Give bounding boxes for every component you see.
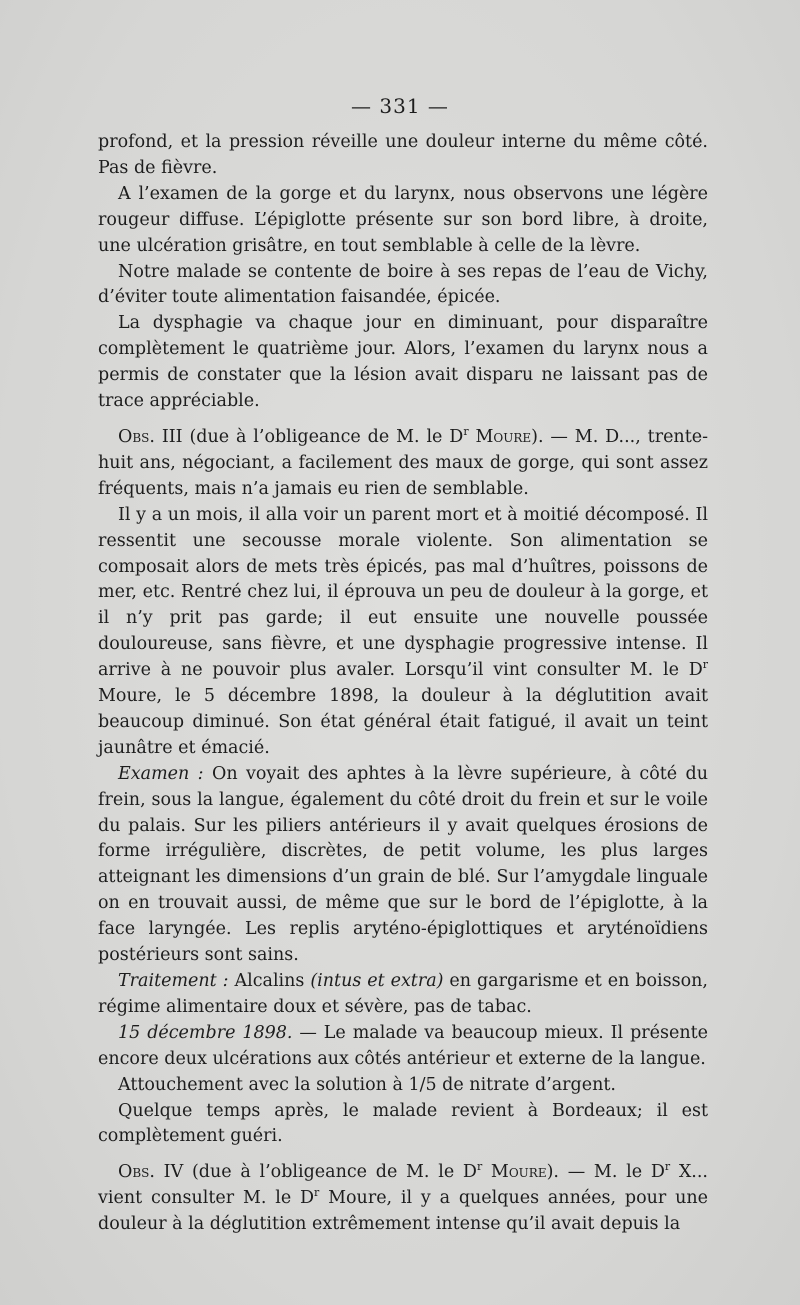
- paragraph-3: Notre malade se contente de boire à ses repas de l’eau de Vichy, d’éviter toute alimentation faisandée, épicée.: [98, 261, 708, 308]
- observation-4: Obs. IV (due à l’obligeance de M. le $D^r$ Moure). — M. le $D^r$ X... vient consulter M. le $D^r$ Moure, il y a quelques années, pour une douleur à la déglutition extrêmement intense qu’il avait depuis la: [98, 1160, 708, 1235]
- page-number: — 331 —: [351, 94, 449, 118]
- paragraph-6: Il y a un mois, il alla voir un parent mort et à moitié décomposé. Il ressentit une secousse morale violente. Son alimentation se composait alors de mets très épicés, pas mal d’huîtres, poissons de mer, etc. Rentré chez lui, il éprouva un peu de douleur à la gorge, et il n’y prit pas garde; il eut ensuite une nouvelle poussée douloureuse, sans fièvre, et une dysphagie progressive intense. Il arrive à ne pouvoir plus avaler. Lorsqu’il vint consulter M. le $D^r$ Moure, le 5 décembre 1898, la douleur à la déglutition avait beaucoup diminué. Son état général était fatigué, il avait un teint jaunâtre et émacié.: [98, 504, 708, 758]
- date-paragraph: 15 décembre 1898. — Le malade va beaucoup mieux. Il présente encore deux ulcérations aux côtés antérieur et externe de la langue.: [98, 1022, 708, 1069]
- paragraph-2: A l’examen de la gorge et du larynx, nous observons une légère rougeur diffuse. L’épiglotte présente sur son bord libre, à droite, une ulcération grisâtre, en tout semblable à celle de la lèvre.: [98, 183, 708, 256]
- paragraph-10: Attouchement avec la solution à 1/5 de nitrate d’argent.: [118, 1074, 616, 1095]
- paragraph-4: La dysphagie va chaque jour en diminuant, pour disparaître complètement le quatrième jour. Alors, l’examen du larynx nous a permis de constater que la lésion avait disparu ne laissant pas de trace appréciable.: [98, 313, 708, 412]
- body-text: [98, 130, 708, 1238]
- observation-3: Obs. III (due à l’obligeance de M. le $D^r$ Moure). — M. D..., trente-huit ans, négociant, a facilement des maux de gorge, qui sont assez fréquents, mais n’a jamais eu rien de semblable.: [98, 425, 708, 499]
- paragraph-11: Quelque temps après, le malade revient à Bordeaux; il est complètement guéri.: [98, 1100, 708, 1147]
- author-name: Moure: [468, 426, 532, 447]
- traitement-paragraph: Traitement : Alcalins (intus et extra) en gargarisme et en boisson, régime alimentaire doux et sévère, pas de tabac.: [98, 971, 708, 1017]
- date-label: 15 décembre 1898.: [118, 1022, 293, 1043]
- obs-3-label: Obs. III: [118, 426, 183, 447]
- examen-label: Examen :: [118, 763, 204, 784]
- traitement-label: Traitement :: [118, 971, 229, 991]
- paragraph-1: profond, et la pression réveille une douleur interne du même côté. Pas de fièvre.: [98, 132, 708, 178]
- obs-4-label: Obs. IV: [118, 1162, 184, 1183]
- examen-paragraph: Examen : On voyait des aphtes à la lèvre supérieure, à côté du frein, sous la langue, également du côté droit du frein et sur le voile du palais. Sur les piliers antérieurs il y avait quelques érosions de forme irrégulière, discrètes, de petit volume, les plus larges atteignant les dimensions d’un grain de blé. Sur l’amygdale linguale on en trouvait aussi, de même que sur le bord de l’épiglotte, à la face laryngée. Les replis aryténo-épiglottiques et aryténoïdiens postérieurs sont sains.: [98, 763, 708, 966]
